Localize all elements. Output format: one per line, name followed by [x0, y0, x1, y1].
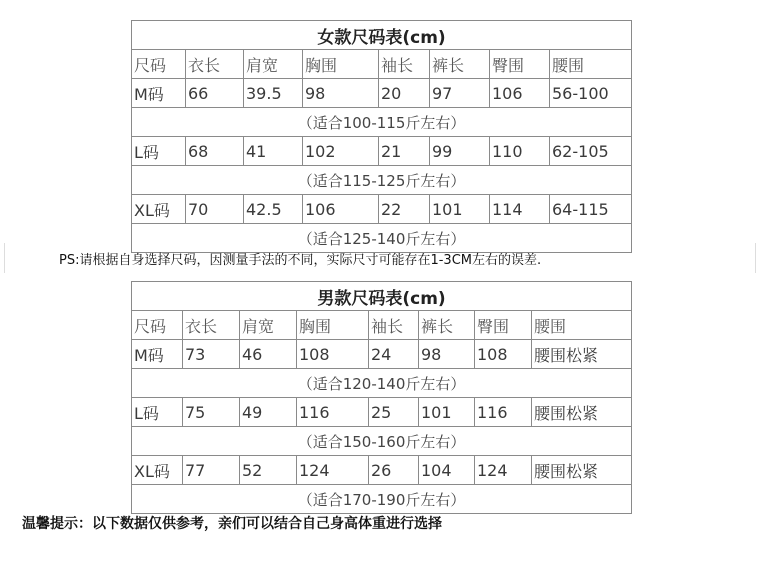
header-shoulder: 肩宽: [244, 50, 303, 79]
table-cell: 98: [303, 79, 379, 108]
measurement-error-note: PS:请根据自身选择尺码，因测量手法的不同，实际尺寸可能存在1-3CM左右的误差.: [59, 253, 542, 268]
table-cell: 66: [186, 79, 244, 108]
table-cell: 73: [183, 340, 240, 369]
table-cell: 26: [369, 456, 419, 485]
table-cell: 22: [379, 195, 430, 224]
table-cell: 98: [419, 340, 475, 369]
header-chest: 胸围: [303, 50, 379, 79]
table-cell: 106: [490, 79, 550, 108]
table-cell: 106: [303, 195, 379, 224]
table-cell: 25: [369, 398, 419, 427]
table-row: [132, 195, 632, 224]
table-cell: 39.5: [244, 79, 303, 108]
header-pants-length: 裤长: [430, 50, 490, 79]
header-length: 衣长: [183, 311, 240, 340]
table-cell: 108: [475, 340, 532, 369]
table-cell: 124: [297, 456, 369, 485]
table-cell: 102: [303, 137, 379, 166]
table-cell: 114: [490, 195, 550, 224]
table-cell: 70: [186, 195, 244, 224]
table-cell: L码: [132, 137, 186, 166]
reference-tip-note: 温馨提示：以下数据仅供参考，亲们可以结合自己身高体重进行选择: [22, 516, 442, 532]
header-size: 尺码: [132, 50, 186, 79]
table-row: [132, 340, 632, 369]
table-row: [132, 137, 632, 166]
table-cell: 116: [475, 398, 532, 427]
table-cell: 21: [379, 137, 430, 166]
table-cell: 52: [240, 456, 297, 485]
table-cell: M码: [132, 340, 183, 369]
table-row: [132, 456, 632, 485]
weight-range: （适合170-190斤左右）: [132, 485, 632, 514]
table-cell: 46: [240, 340, 297, 369]
women-size-table: [131, 20, 632, 253]
table-cell: 62-105: [550, 137, 632, 166]
header-sleeve: 袖长: [379, 50, 430, 79]
table-cell: 116: [297, 398, 369, 427]
table-cell: 99: [430, 137, 490, 166]
table-cell: 49: [240, 398, 297, 427]
table-cell: 101: [430, 195, 490, 224]
header-sleeve: 袖长: [369, 311, 419, 340]
header-length: 衣长: [186, 50, 244, 79]
left-edge-divider: [4, 243, 5, 273]
table-cell: L码: [132, 398, 183, 427]
table-cell: 42.5: [244, 195, 303, 224]
table-cell: 101: [419, 398, 475, 427]
table-row: [132, 398, 632, 427]
table-cell: 110: [490, 137, 550, 166]
right-edge-divider: [755, 243, 756, 273]
table-cell: 97: [430, 79, 490, 108]
header-hip: 臀围: [475, 311, 532, 340]
women-table-title: 女款尺码表(cm): [132, 21, 632, 50]
table-cell: 腰围松紧: [532, 340, 632, 369]
header-size: 尺码: [132, 311, 183, 340]
table-cell: 124: [475, 456, 532, 485]
table-cell: 41: [244, 137, 303, 166]
table-cell: 68: [186, 137, 244, 166]
header-pants-length: 裤长: [419, 311, 475, 340]
table-row: [132, 79, 632, 108]
table-cell: 腰围松紧: [532, 398, 632, 427]
men-table-title: 男款尺码表(cm): [132, 282, 632, 311]
table-cell: 77: [183, 456, 240, 485]
table-cell: 75: [183, 398, 240, 427]
header-waist: 腰围: [532, 311, 632, 340]
table-cell: 108: [297, 340, 369, 369]
header-shoulder: 肩宽: [240, 311, 297, 340]
table-cell: M码: [132, 79, 186, 108]
weight-range: （适合125-140斤左右）: [132, 224, 632, 253]
table-cell: XL码: [132, 195, 186, 224]
table-cell: 24: [369, 340, 419, 369]
table-cell: XL码: [132, 456, 183, 485]
weight-range: （适合100-115斤左右）: [132, 108, 632, 137]
weight-range: （适合115-125斤左右）: [132, 166, 632, 195]
header-waist: 腰围: [550, 50, 632, 79]
table-cell: 20: [379, 79, 430, 108]
weight-range: （适合150-160斤左右）: [132, 427, 632, 456]
table-cell: 腰围松紧: [532, 456, 632, 485]
table-cell: 104: [419, 456, 475, 485]
header-chest: 胸围: [297, 311, 369, 340]
weight-range: （适合120-140斤左右）: [132, 369, 632, 398]
header-hip: 臀围: [490, 50, 550, 79]
men-size-table: [131, 281, 632, 514]
table-cell: 56-100: [550, 79, 632, 108]
table-cell: 64-115: [550, 195, 632, 224]
